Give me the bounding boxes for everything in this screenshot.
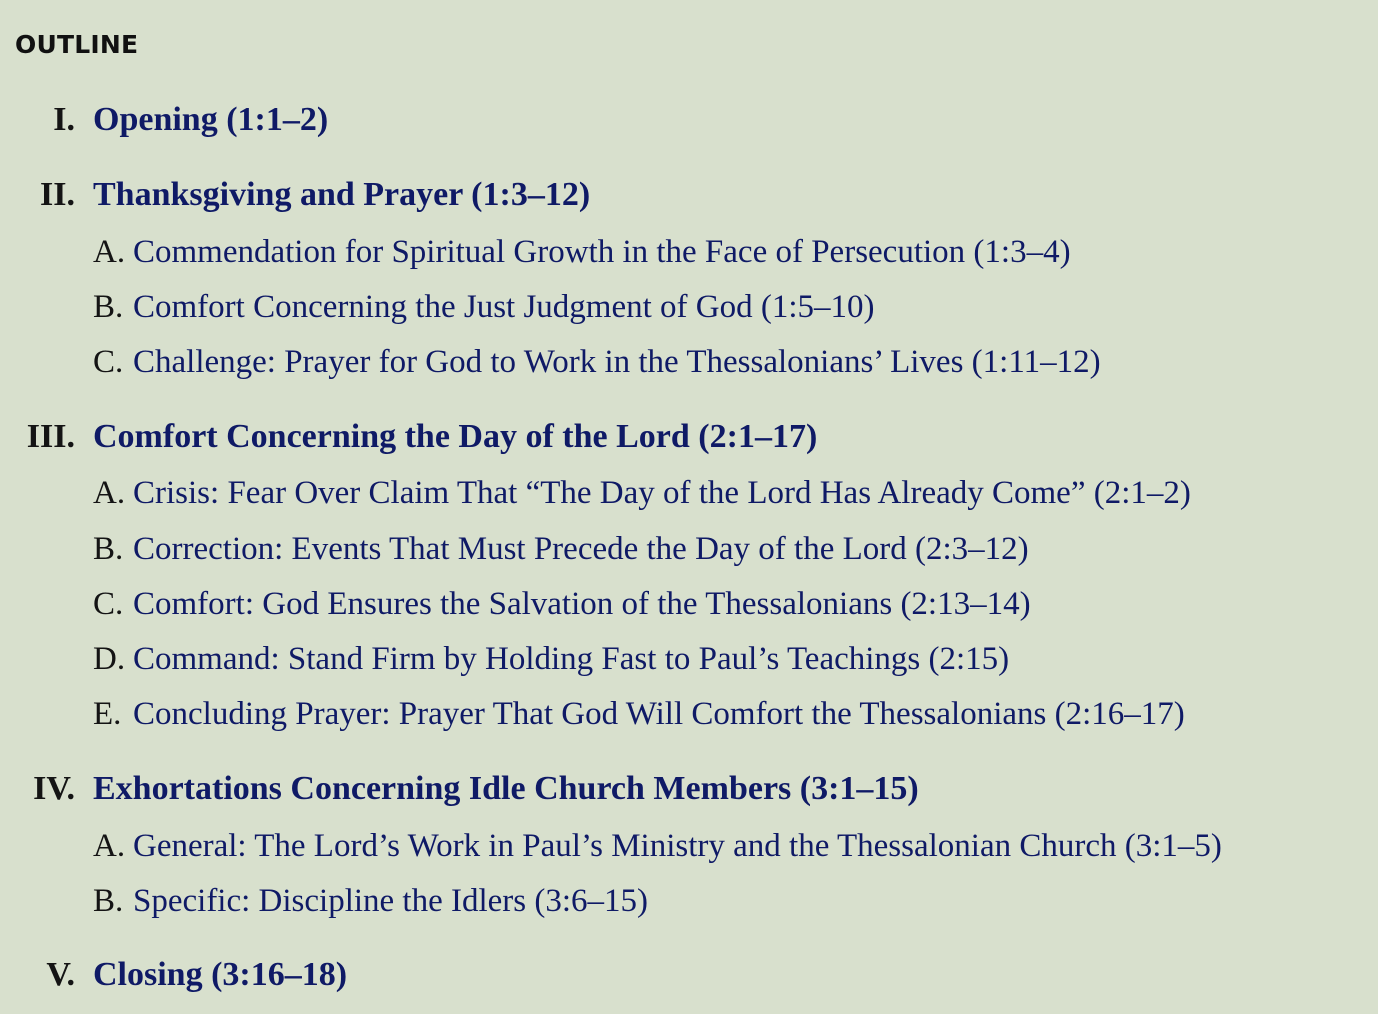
- subsection-link[interactable]: Comfort: God Ensures the Salvation of the Thessalonians (2:13–14): [133, 586, 1031, 622]
- section-link[interactable]: Exhortations Concerning Idle Church Members (3:1–15): [93, 770, 919, 807]
- outline-subsection: [0, 639, 1378, 679]
- outline-section: [0, 175, 1378, 215]
- outline-subsection: [0, 694, 1378, 734]
- section-link[interactable]: Thanksgiving and Prayer (1:3–12): [93, 176, 591, 213]
- subsection-letter: C.: [93, 586, 124, 622]
- subsection-link[interactable]: Challenge: Prayer for God to Work in the Thessalonians’ Lives (1:11–12): [133, 344, 1101, 380]
- subsection-link[interactable]: Commendation for Spiritual Growth in the Face of Persecution (1:3–4): [133, 234, 1071, 270]
- section-number: IV.: [33, 770, 75, 807]
- subsection-letter: B.: [93, 883, 124, 919]
- subsection-link[interactable]: Crisis: Fear Over Claim That “The Day of the Lord Has Already Come” (2:1–2): [133, 475, 1191, 511]
- section-link[interactable]: Comfort Concerning the Day of the Lord (2:1–17): [93, 418, 818, 455]
- outline-section: [0, 100, 1378, 140]
- subsection-link[interactable]: Concluding Prayer: Prayer That God Will Comfort the Thessalonians (2:16–17): [133, 696, 1185, 732]
- subsection-link[interactable]: Comfort Concerning the Just Judgment of God (1:5–10): [133, 289, 875, 325]
- outline-section: [0, 417, 1378, 457]
- subsection-link[interactable]: Command: Stand Firm by Holding Fast to Paul’s Teachings (2:15): [133, 641, 1010, 677]
- outline-subsection: [0, 529, 1378, 569]
- subsection-link[interactable]: General: The Lord’s Work in Paul’s Ministry and the Thessalonian Church (3:1–5): [133, 828, 1222, 864]
- subsection-letter: A.: [93, 234, 126, 270]
- subsection-letter: E.: [93, 696, 122, 732]
- outline-section: [0, 955, 1378, 995]
- outline-section: [0, 769, 1378, 809]
- subsection-link[interactable]: Correction: Events That Must Precede the Day of the Lord (2:3–12): [133, 531, 1029, 567]
- subsection-letter: A.: [93, 475, 126, 511]
- outline-subsection: [0, 342, 1378, 382]
- section-number: I.: [53, 101, 75, 138]
- outline-heading: OUTLINE: [15, 30, 139, 59]
- subsection-letter: D.: [93, 641, 126, 677]
- subsection-letter: B.: [93, 289, 124, 325]
- outline-subsection: [0, 232, 1378, 272]
- subsection-letter: C.: [93, 344, 124, 380]
- subsection-letter: B.: [93, 531, 124, 567]
- section-number: III.: [26, 418, 75, 455]
- section-link[interactable]: Closing (3:16–18): [93, 956, 348, 993]
- subsection-link[interactable]: Specific: Discipline the Idlers (3:6–15): [133, 883, 649, 919]
- section-number: V.: [46, 956, 75, 993]
- section-link[interactable]: Opening (1:1–2): [93, 101, 329, 138]
- outline-subsection: [0, 881, 1378, 921]
- subsection-letter: A.: [93, 828, 126, 864]
- outline-subsection: [0, 826, 1378, 866]
- outline-subsection: [0, 473, 1378, 513]
- outline-subsection: [0, 287, 1378, 327]
- section-number: II.: [40, 176, 75, 213]
- outline-subsection: [0, 584, 1378, 624]
